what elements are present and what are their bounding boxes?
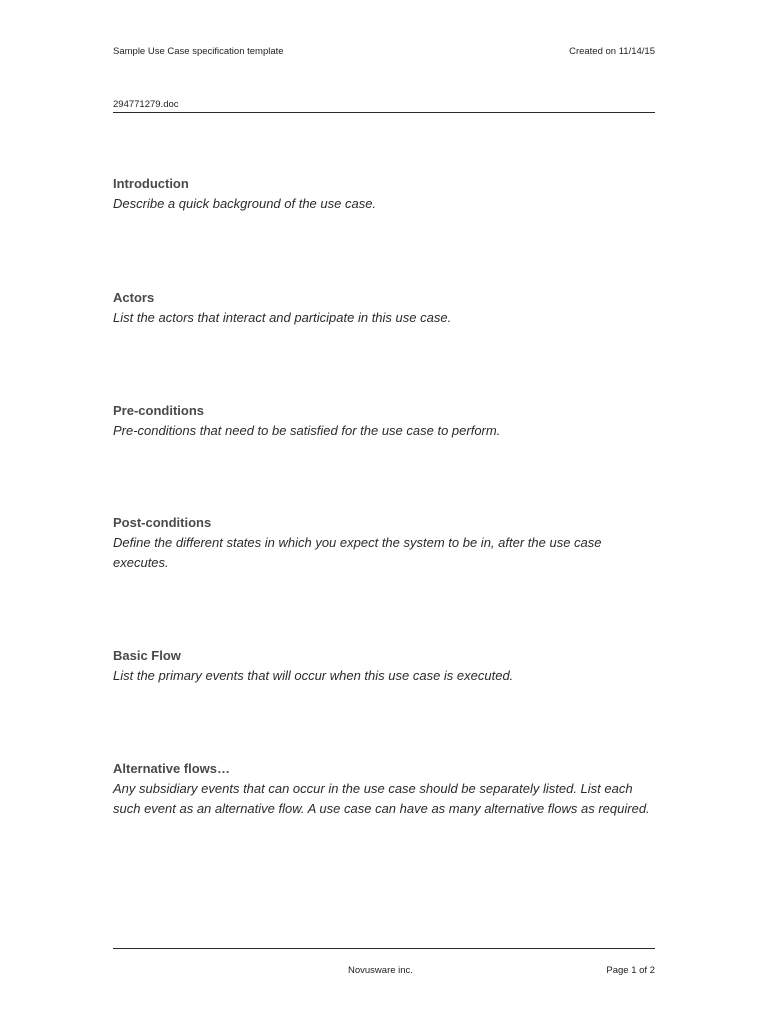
section-body: Define the different states in which you expect the system to be in, after the use case executes. — [113, 535, 602, 570]
section-body: Any subsidiary events that can occur in the use case should be separately listed. List each such event as an alternative flow. A use case can have as many alternative flows as required. — [113, 781, 650, 816]
section-heading: Post-conditions — [113, 515, 212, 530]
section-heading: Alternative flows… — [113, 761, 231, 776]
section-heading: Introduction — [113, 176, 189, 191]
section-post-conditions — [113, 514, 658, 573]
footer-page-number: Page 1 of 2 — [606, 965, 655, 976]
section-heading: Basic Flow — [113, 648, 181, 663]
section-actors — [113, 289, 658, 328]
header-filename: 294771279.doc — [113, 99, 179, 110]
section-body: Pre-conditions that need to be satisfied for the use case to perform. — [113, 423, 501, 438]
section-alternative-flows — [113, 760, 658, 819]
section-body: Describe a quick background of the use case. — [113, 196, 377, 211]
section-introduction — [113, 175, 658, 214]
footer-company: Novusware inc. — [348, 965, 413, 976]
section-basic-flow — [113, 647, 658, 686]
section-heading: Actors — [113, 290, 155, 305]
section-body: List the actors that interact and participate in this use case. — [113, 310, 452, 325]
section-body: List the primary events that will occur when this use case is executed. — [113, 668, 514, 683]
footer-divider — [113, 948, 655, 949]
header-divider — [113, 112, 655, 113]
header-created-date: Created on 11/14/15 — [569, 46, 655, 57]
section-pre-conditions — [113, 402, 658, 441]
header-title: Sample Use Case specification template — [113, 46, 284, 57]
section-heading: Pre-conditions — [113, 403, 205, 418]
